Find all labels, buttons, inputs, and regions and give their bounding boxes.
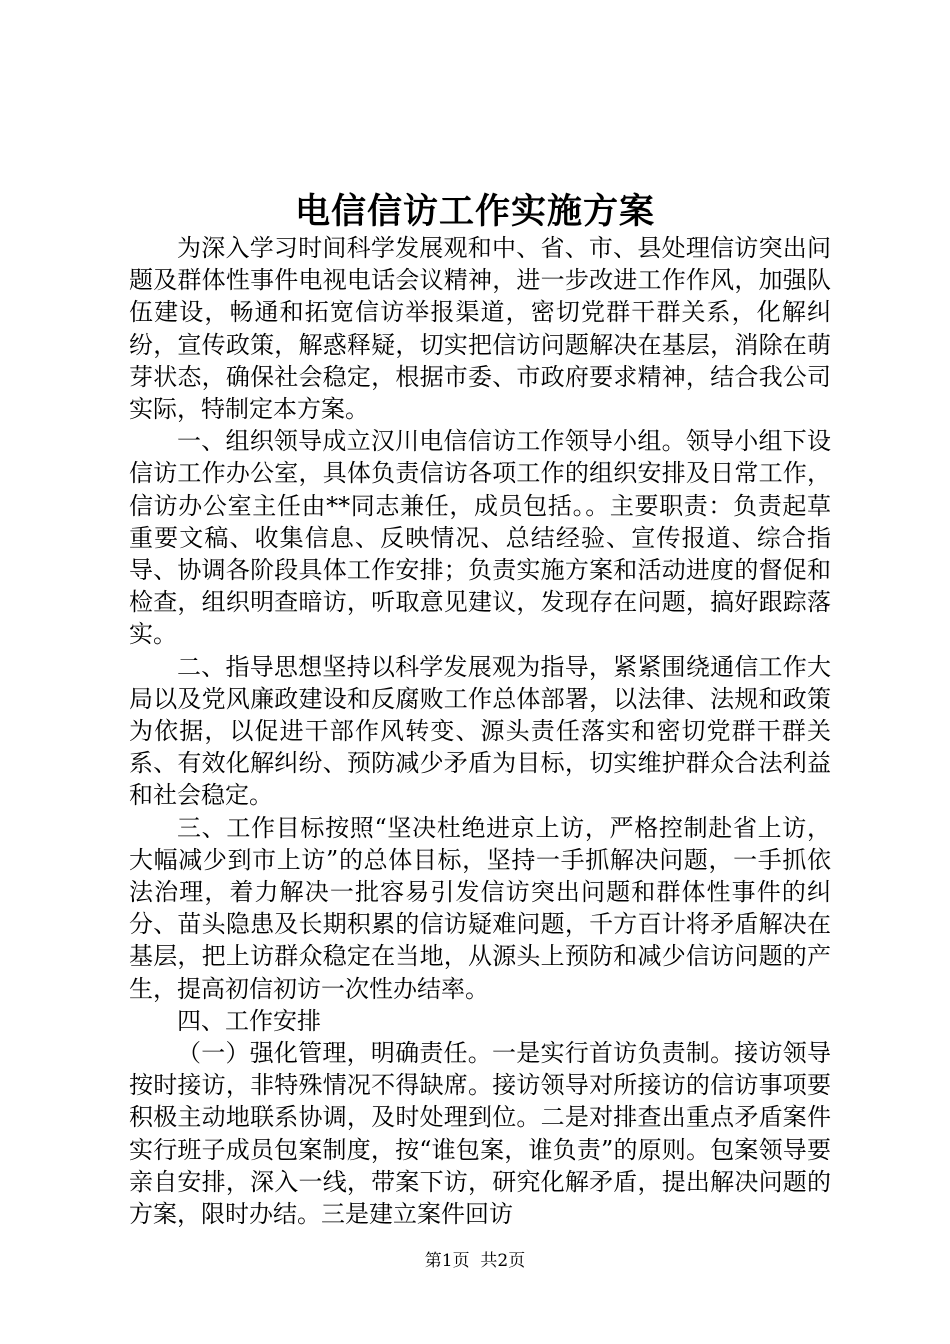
paragraph-organization: 一、组织领导成立汉川电信信访工作领导小组。领导小组下设信访工作办公室，具体负责信访各项工作的组织安排及日常工作，信访办公室主任由**同志兼任，成员包括。。主要职责：负责起草重要文稿、收集信息、反映情况、总结经验、宣传报道、综合指导、协调各阶段具体工作安排；负责实施方案和活动进度的督促和检查，组织明查暗访，听取意见建议，发现存在问题，搞好跟踪落实。 [129,427,831,649]
paragraph-guiding-ideology: 二、指导思想坚持以科学发展观为指导，紧紧围绕通信工作大局以及党风廉政建设和反腐败工作总体部署，以法律、法规和政策为依据，以促进干部作风转变、源头责任落实和密切党群干群关系、有效化解纠纷、预防减少矛盾为目标，切实维护群众合法利益和社会稳定。 [129,652,831,810]
page-number: 第1页 共2页 [424,1251,526,1271]
paragraph-work-goals: 三、工作目标按照“坚决杜绝进京上访，严格控制赴省上访，大幅减少到市上访”的总体目标，坚持一手抓解决问题，一手抓依法治理，着力解决一批容易引发信访突出问题和群体性事件的纠分、苗头隐患及长期积累的信访疑难问题，千方百计将矛盾解决在基层，把上访群众稳定在当地，从源头上预防和减少信访问题的产生，提高初信初访一次性办结率。 [129,813,831,1003]
document-body [129,232,831,1230]
page-footer [0,1246,950,1271]
paragraph-management-responsibility: （一）强化管理，明确责任。一是实行首访负责制。接访领导按时接访，非特殊情况不得缺席。接访领导对所接访的信访事项要积极主动地联系协调，及时处理到位。二是对排查出重点矛盾案件实行班子成员包案制度，按“谁包案，谁负责”的原则。包案领导要亲自安排，深入一线，带案下访，研究化解矛盾，提出解决问题的方案，限时办结。三是建立案件回访 [129,1039,831,1229]
paragraph-intro: 为深入学习时间科学发展观和中、省、市、县处理信访突出问题及群体性事件电视电话会议精神，进一步改进工作作风，加强队伍建设，畅通和拓宽信访举报渠道，密切党群干群关系，化解纠纷，宣传政策，解惑释疑，切实把信访问题解决在基层，消除在萌芽状态，确保社会稳定，根据市委、市政府要求精神，结合我公司实际，特制定本方案。 [129,234,831,424]
paragraph-work-arrangement-heading: 四、工作安排 [177,1006,321,1035]
document-title: 电信信访工作实施方案 [294,191,655,232]
